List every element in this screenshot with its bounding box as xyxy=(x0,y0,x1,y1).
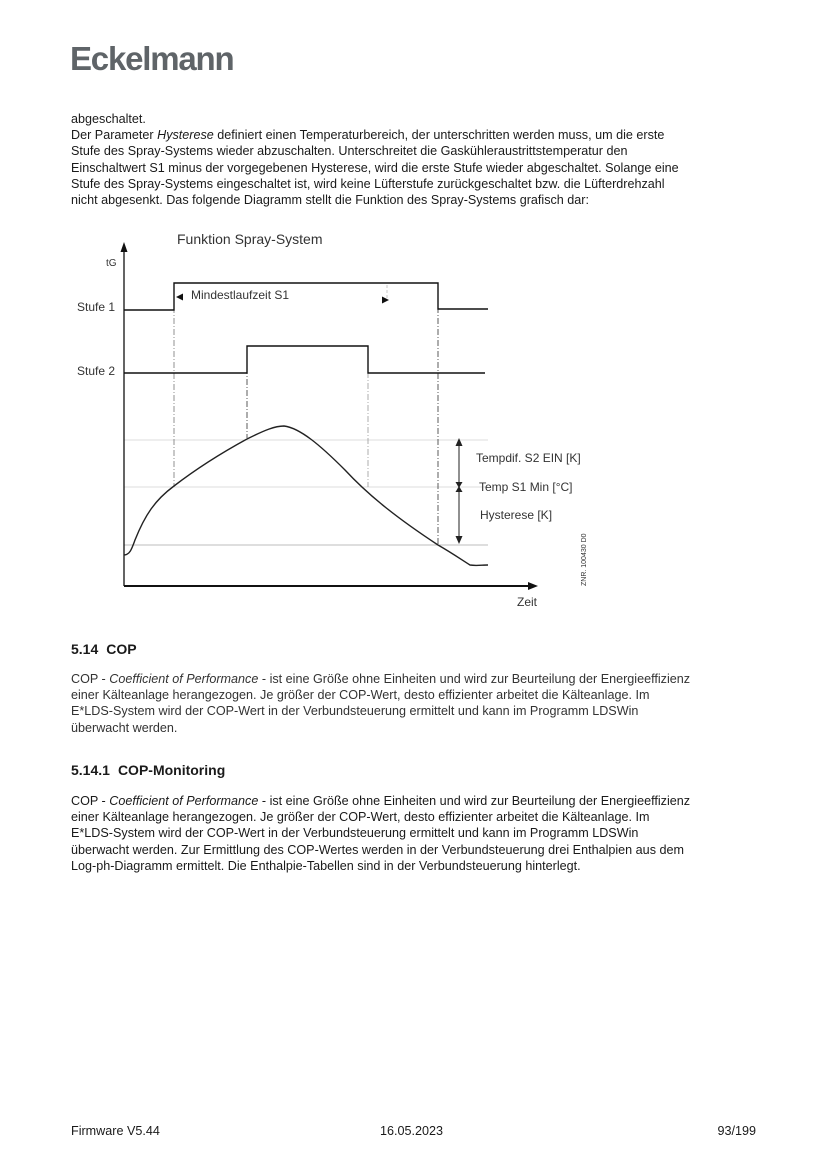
cop-monitoring-line: E*LDS-System wird der COP-Wert in der Verbundsteuerung ermittelt und kann im Programm LDSWin xyxy=(71,826,639,841)
cop-line: einer Kälteanlage herangezogen. Je größer der COP-Wert, desto effizienter arbeitet die Kälteanlage. Im xyxy=(71,688,650,703)
intro-line: Stufe des Spray-Systems wieder abzuschalten. Unterschreitet die Gaskühleraustrittstemperatur den xyxy=(71,144,628,159)
text-span: COP - xyxy=(71,672,110,686)
cop-line xyxy=(71,671,761,687)
cop-line: überwacht werden. xyxy=(71,720,178,735)
cop-monitoring-paragraph xyxy=(71,793,761,874)
eckelmann-logo: Eckelmann xyxy=(70,40,234,77)
emphasis-cop: Coefficient of Performance xyxy=(109,794,259,808)
section-title: COP-Monitoring xyxy=(117,762,226,778)
cop-monitoring-line: Log-ph-Diagramm ermittelt. Die Enthalpie-Tabellen sind in der Verbundsteuerung hinterlegt. xyxy=(71,858,581,873)
cop-monitoring-line: überwacht werden. Zur Ermittlung des COP-Wertes werden in der Verbundsteuerung drei Enthalpien aus dem xyxy=(71,842,684,857)
section-title: COP xyxy=(106,641,137,657)
intro-line: Stufe des Spray-Systems eingeschaltet ist, wird keine Lüfterstufe zurückgeschaltet bzw. die Lüfterdrehzahl xyxy=(71,176,665,191)
intro-line: nicht abgesenkt. Das folgende Diagramm stellt die Funktion des Spray-Systems grafisch dar: xyxy=(71,193,589,208)
emphasis-cop: Coefficient of Performance xyxy=(109,672,259,686)
intro-line: abgeschaltet. xyxy=(71,112,146,126)
text-span: definiert einen Temperaturbereich, der unterschritten werden muss, um die erste xyxy=(213,128,665,143)
section-number: 5.14 xyxy=(71,641,99,657)
temp-s1-min-label: Temp S1 Min [°C] xyxy=(479,480,573,494)
x-axis-label: Zeit xyxy=(517,595,538,609)
text-span: COP - xyxy=(71,794,110,808)
footer-date: 16.05.2023 xyxy=(380,1124,444,1138)
footer-page-number: 93/199 xyxy=(717,1124,756,1138)
cop-paragraph xyxy=(71,671,761,736)
emphasis-hysterese: Hysterese xyxy=(157,128,214,143)
intro-line: Einschaltwert S1 minus der vorgegebenen Hysterese, wird die erste Stufe wieder abgeschaltet. Solange eine xyxy=(71,160,679,175)
section-heading-5-14 xyxy=(71,641,137,657)
cop-line: E*LDS-System wird der COP-Wert in der Verbundsteuerung ermittelt und kann im Programm LDSWin xyxy=(71,704,639,719)
section-heading-5-14-1 xyxy=(71,762,225,778)
drawing-id: ZNR. 100430 D0 xyxy=(581,533,588,586)
stage2-label: Stufe 2 xyxy=(77,364,116,378)
min-runtime-label: Mindestlaufzeit S1 xyxy=(191,288,290,302)
section-number: 5.14.1 xyxy=(71,762,110,778)
diagram-title: Funktion Spray-System xyxy=(177,231,323,247)
text-span: - ist eine Größe ohne Einheiten und wird zur Beurteilung der Energieeffizienz xyxy=(258,794,691,808)
footer-firmware: Firmware V5.44 xyxy=(71,1124,160,1138)
hysteresis-label: Hysterese [K] xyxy=(480,508,553,522)
tempdif-s2-label: Tempdif. S2 EIN [K] xyxy=(476,451,581,465)
cop-monitoring-line xyxy=(71,793,761,809)
cop-monitoring-line: einer Kälteanlage herangezogen. Je größer der COP-Wert, desto effizienter arbeitet die Kälteanlage. Im xyxy=(71,810,650,825)
y-axis-label: tG xyxy=(106,258,117,269)
text-span: - ist eine Größe ohne Einheiten und wird zur Beurteilung der Energieeffizienz xyxy=(258,672,691,686)
text-span: Der Parameter xyxy=(71,128,158,143)
stage1-label: Stufe 1 xyxy=(77,300,116,314)
